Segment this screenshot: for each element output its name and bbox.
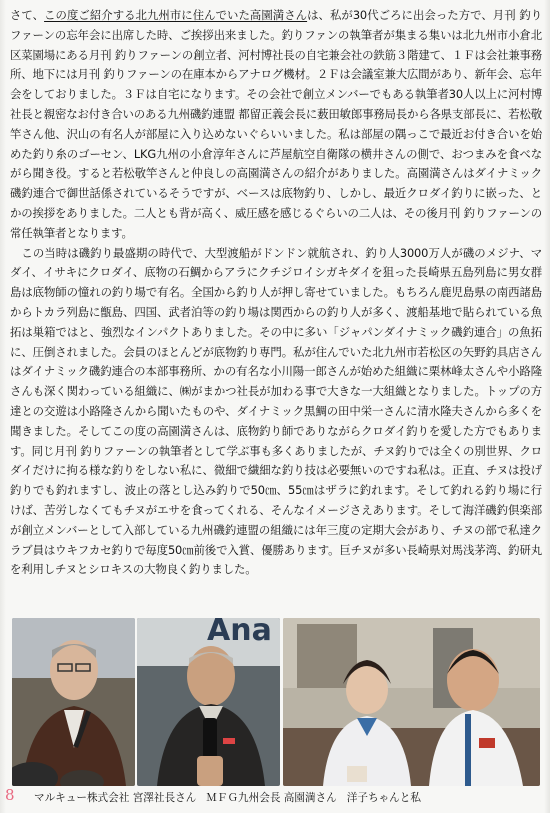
underlined-phrase: この度ご紹介する北九州市に住んでいた高園満さん bbox=[44, 8, 308, 22]
photo-captions bbox=[34, 788, 540, 806]
photo-miyazawa-image bbox=[12, 618, 135, 786]
photo-strip bbox=[12, 618, 540, 786]
page-number: 8 bbox=[5, 786, 15, 804]
caption-right: 洋子ちゃんと私 bbox=[346, 791, 421, 804]
photo-miyazawa bbox=[12, 618, 135, 786]
caption-left: マルキュー株式会社 宮澤社長さん bbox=[34, 791, 197, 804]
photo-takazono bbox=[137, 618, 280, 786]
paragraph-text: この当時は磯釣り最盛期の時代で、大型渡船がドンドン就航され、釣り人3000万人が磯のメジナ、マダイ、イサキにクロダイ、底物の石鯛からアラにクチジロイシガキダイを狙った長崎県五島列島に男女群島は底物師の憧れの釣り場で有名。全国から釣り人が押し寄せていました。もちろん鹿児島県の南西諸島からトカラ列島に甑島、四国、武者泊等の釣り場は関西からの釣り人が多く、渡船基地で貼られている魚拓は巣箱ではと、強烈なインパクトありました。その中に多い「ジャパンダイナミック磯釣連合」の魚拓に、圧倒されました。会員のほとんどが底物釣り専門。私が住んでいた北九州市若松区の矢野釣具店さんはダイナミック磯釣連合の本部事務所、かの有名な小川陽一郎さんが始めた組織に栗林峰太さんや小路隆さんも深く関わっている組織に、㈱がまかつ社長が加わる事で大きな一大組織となりました。トップの方達との交遊は小路隆さんから聞いたものや、ダイナミック黒鯛の田中栄一さんに清水隆夫さんから多くを聞きました。そしてこの度の高園満さんは、底物釣り師でありながらクロダイ釣りを愛した方でもあります。同じ月刊 釣りファーンの執筆者として学ぶ事も多くありましたが、チヌ釣りでは全くの別世界、クロダイだけに拘る様な釣りをしない私に、微細で繊細な釣り技は必要無いのですね私は。正直、チヌは投げ釣りでも釣れますし、波止の落とし込み釣りで50㎝、55㎝はザラに釣れます。そして釣れる釣り場に行けば、苦労しなくてもチヌがエサを食ってくれる、そんなイメージさえあります。そして海洋磯釣倶楽部が創立メンバーとして入部している九州磯釣連盟の組織には年三度の定期大会があり、チヌの部で私達クラブ員はウキフカセ釣りで毎度50㎝前後で入賞、優勝あります。巨チヌが多い長崎県対馬浅茅湾、釣研丸を利用しチヌとシロキスの大物良く釣りました。 bbox=[10, 245, 543, 577]
article-paragraph bbox=[10, 244, 542, 581]
article-body bbox=[10, 6, 542, 580]
paragraph-text: は、私が30代ごろに出会った方で、月刊 釣りファーンの忘年会に出席した時、ご挨拶出来ました。釣りファンの執筆者が集まる集いは北九州市小倉北区菜園場にある月刊 釣りファーンの創立者、河村博社長の自宅兼会社の鉄筋３階建て、１Ｆは会社兼事務所、地下には月刊 釣りファーンの在庫本からアナログ機材。２Ｆは会議室兼大広間があり、新年会、忘年会をしておりました。３Ｆは自宅になります。その会社で創立メンバーでもある執筆者30人以上に河村博社長と親密なお付き合いのある九州磯釣連盟 都留正義会長に薮田敏郎事務局長から各県支部長に、若松敬竿さん他、沢山の有名人が部屋に入り込めないぐらいいました。私は部屋の隅っこで最近お付き合いを始めた釣り糸のゴーセン、LKG九州の小倉淳年さんに芦屋航空自衛隊の横井さんの側で、おつまみを食べながら聞き役。すると若松敬竿さんと仲良しの高園満さんの紹介がありました。高園満さんはダイナミック磯釣連合で御世話係されているそうですが、ベースは底物釣り、しかし、最近クロダイ釣りに嵌った、とかの挨拶をありました。二人とも背が高く、威圧感を感じるぐらいの二人は、その後月刊 釣りファーンの常任執筆者となります。 bbox=[10, 8, 543, 240]
photo-yoko-and-author-image bbox=[283, 618, 540, 786]
paragraph-text: さて、 bbox=[10, 8, 45, 22]
photo-yoko-and-author bbox=[283, 618, 540, 786]
caption-middle: ＭＦＧ九州会長 高園満さん bbox=[206, 791, 337, 804]
photo-takazono-image bbox=[137, 618, 280, 786]
article-paragraph bbox=[10, 6, 542, 244]
banner-text: Ana bbox=[207, 618, 272, 648]
